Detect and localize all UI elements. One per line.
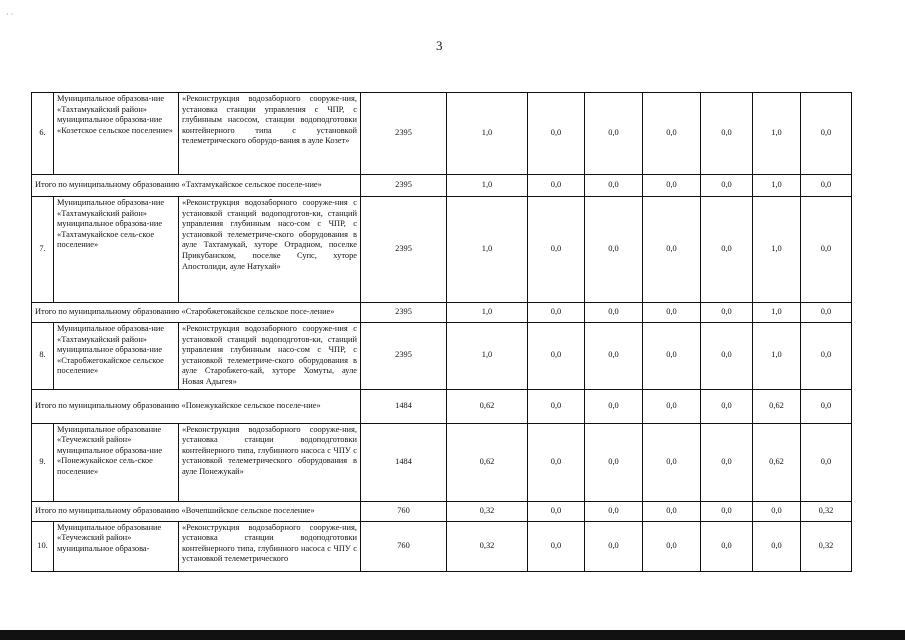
municipality-cell: Муниципальное образование «Теучежский район» муниципальное образова- (54, 521, 179, 571)
value-cell: 2395 (361, 323, 447, 390)
value-cell: 0,0 (643, 175, 701, 197)
municipality-cell: Муниципальное образова-ние «Тахтамукайский район» муниципальное образова-ние «Козетское сельское поселение» (54, 93, 179, 175)
total-label-cell: Итого по муниципальному образованию «Старобжегокайское сельское посе-ление» (32, 303, 361, 323)
value-cell: 2395 (361, 303, 447, 323)
value-cell: 0,0 (643, 323, 701, 390)
value-cell: 0,0 (801, 303, 852, 323)
total-label-cell: Итого по муниципальному образованию «Вочепшийское сельское поселение» (32, 501, 361, 521)
value-cell: 0,0 (643, 303, 701, 323)
value-cell: 1,0 (447, 175, 528, 197)
total-row (32, 303, 852, 323)
project-description-cell: «Реконструкция водозаборного сооруже-ния с установкой станций водоподготов-ки, станций управления глубинным насо-сом с ЧПР, с установкой телеметриче-ского оборудования в ауле Тахтамукай, хуторе Отрадном, поселке Прикубанском, поселке Супс, хуторе Апостолиди, ауле Натухай» (179, 197, 361, 303)
value-cell: 0,0 (643, 389, 701, 423)
value-cell: 0,0 (528, 501, 585, 521)
value-cell: 0,32 (801, 501, 852, 521)
value-cell: 0,0 (801, 175, 852, 197)
value-cell: 0,0 (701, 423, 753, 501)
row-number: 10. (32, 521, 54, 571)
value-cell: 0,0 (528, 175, 585, 197)
row-number: 7. (32, 197, 54, 303)
value-cell: 0,0 (643, 93, 701, 175)
row-number: 8. (32, 323, 54, 390)
table-row (32, 323, 852, 390)
table-row (32, 197, 852, 303)
value-cell: 0,0 (528, 423, 585, 501)
value-cell: 0,32 (447, 521, 528, 571)
funding-table (31, 92, 852, 572)
value-cell: 1484 (361, 423, 447, 501)
value-cell: 0,0 (643, 197, 701, 303)
value-cell: 0,0 (701, 389, 753, 423)
value-cell: 0,62 (447, 423, 528, 501)
value-cell: 0,32 (801, 521, 852, 571)
total-label-cell: Итого по муниципальному образованию «Тахтамукайское сельское поселе-ние» (32, 175, 361, 197)
total-row (32, 389, 852, 423)
value-cell: 0,0 (585, 93, 643, 175)
value-cell: 0,0 (643, 501, 701, 521)
value-cell: 0,0 (585, 197, 643, 303)
value-cell: 0,0 (801, 197, 852, 303)
project-description-cell: «Реконструкция водозаборного сооруже-ния, установка станции водоподготовки контейнерного типа, глубинного насоса с ЧПУ с установкой телеметрического (179, 521, 361, 571)
value-cell: 0,0 (643, 521, 701, 571)
value-cell: 0,0 (528, 93, 585, 175)
page-number: 3 (436, 38, 443, 53)
project-description-cell: «Реконструкция водозаборного сооруже-ния, установка станции водоподготовки контейнерного типа, глубинного насоса с ЧПУ с установкой телеметрического оборудования в ауле Понежукай» (179, 423, 361, 501)
value-cell: 760 (361, 501, 447, 521)
scan-bottom-edge (0, 630, 905, 640)
value-cell: 0,0 (585, 389, 643, 423)
value-cell: 0,0 (753, 501, 801, 521)
value-cell: 0,0 (753, 521, 801, 571)
value-cell: 1,0 (447, 323, 528, 390)
value-cell: 0,0 (585, 501, 643, 521)
total-label-cell: Итого по муниципальному образованию «Понежукайское сельское поселе-ние» (32, 389, 361, 423)
value-cell: 0,0 (528, 197, 585, 303)
project-description-cell: «Реконструкция водозаборного сооруже-ния, установка станции управления с ЧПР, с глубинным насосом, станции водоподготовки контейнерного типа с установкой телеметрического оборудо-вания в ауле Козет» (179, 93, 361, 175)
value-cell: 0,0 (585, 323, 643, 390)
value-cell: 1484 (361, 389, 447, 423)
value-cell: 0,0 (701, 501, 753, 521)
value-cell: 0,62 (447, 389, 528, 423)
value-cell: 1,0 (753, 197, 801, 303)
value-cell: 0,0 (801, 93, 852, 175)
value-cell: 0,0 (585, 303, 643, 323)
value-cell: 0,0 (643, 423, 701, 501)
value-cell: 2395 (361, 93, 447, 175)
value-cell: 0,0 (585, 175, 643, 197)
value-cell: 1,0 (753, 93, 801, 175)
value-cell: 0,0 (701, 323, 753, 390)
value-cell: 1,0 (447, 303, 528, 323)
project-description-cell: «Реконструкция водозаборного сооруже-ния с установкой станций водоподготов-ки, станций управления глубинным насо-сом с ЧПР, с установкой телеметриче-ского оборудования в ауле Старобжего-кай, хуторе Хомуты, ауле Новая Адыгея» (179, 323, 361, 390)
municipality-cell: Муниципальное образова-ние «Тахтамукайский район» муниципальное образова-ние «Старобжегокайское сельское поселение» (54, 323, 179, 390)
value-cell: 0,0 (528, 303, 585, 323)
value-cell: 0,0 (801, 389, 852, 423)
table-row (32, 521, 852, 571)
value-cell: 1,0 (753, 323, 801, 390)
municipality-cell: Муниципальное образова-ние «Тахтамукайский район» муниципальное образова-ние «Тахтамукайское сель-ское поселение» (54, 197, 179, 303)
value-cell: 0,0 (701, 197, 753, 303)
value-cell: 0,62 (753, 389, 801, 423)
value-cell: 0,0 (528, 521, 585, 571)
row-number: 9. (32, 423, 54, 501)
value-cell: 1,0 (753, 303, 801, 323)
municipality-cell: Муниципальное образование «Теучежский район» муниципальное образова-ние «Понежукайское сель-ское поселение» (54, 423, 179, 501)
value-cell: 1,0 (447, 93, 528, 175)
value-cell: 2395 (361, 175, 447, 197)
value-cell: 0,62 (753, 423, 801, 501)
row-number: 6. (32, 93, 54, 175)
value-cell: 0,0 (528, 323, 585, 390)
value-cell: 2395 (361, 197, 447, 303)
value-cell: 0,0 (585, 521, 643, 571)
value-cell: 1,0 (753, 175, 801, 197)
value-cell: 0,0 (701, 93, 753, 175)
value-cell: 0,0 (528, 389, 585, 423)
total-row (32, 175, 852, 197)
value-cell: 1,0 (447, 197, 528, 303)
scan-corner-marks: · · (6, 10, 14, 19)
value-cell: 0,0 (701, 175, 753, 197)
table-row (32, 423, 852, 501)
value-cell: 0,0 (801, 423, 852, 501)
total-row (32, 501, 852, 521)
value-cell: 0,0 (585, 423, 643, 501)
value-cell: 0,0 (701, 303, 753, 323)
value-cell: 0,0 (701, 521, 753, 571)
table-row (32, 93, 852, 175)
value-cell: 0,0 (801, 323, 852, 390)
value-cell: 0,32 (447, 501, 528, 521)
value-cell: 760 (361, 521, 447, 571)
